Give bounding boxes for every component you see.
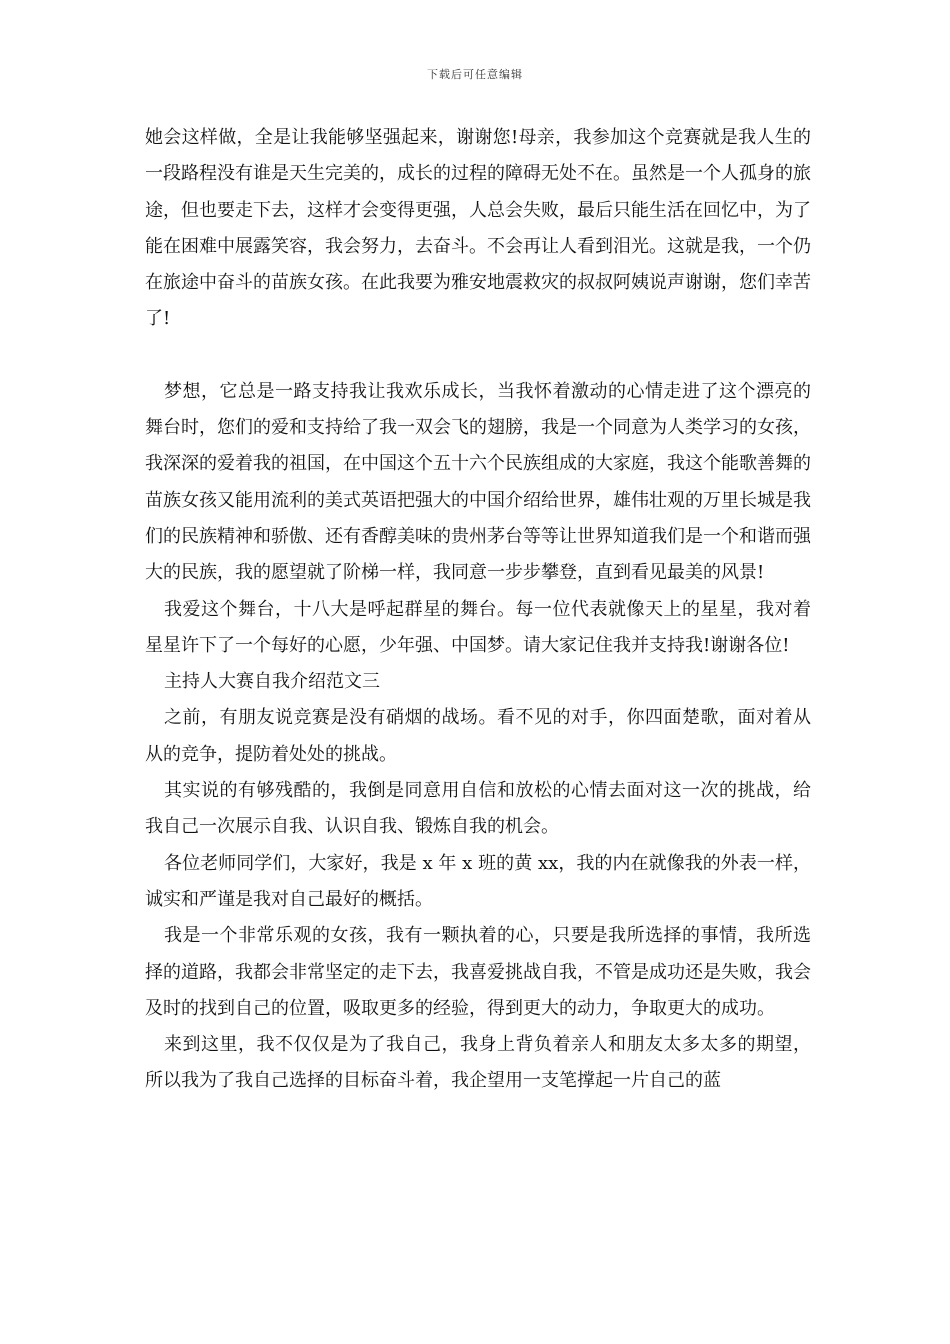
section-heading: 主持人大赛自我介绍范文三: [164, 671, 380, 693]
document-body: [145, 120, 811, 1100]
blank-line: [145, 338, 811, 374]
page-header: 下载后可任意编辑: [427, 68, 523, 81]
paragraph-5: 其实说的有够残酷的，我倒是同意用自信和放松的心情去面对这一次的挑战，给我自己一次展示自我、认识自我、锻炼自我的机会。: [145, 780, 811, 838]
paragraph-6: 各位老师同学们，大家好，我是 x 年 x 班的黄 xx，我的内在就像我的外表一样，诚实和严谨是我对自己最好的概括。: [145, 852, 811, 910]
paragraph-4: 之前，有朋友说竞赛是没有硝烟的战场。看不见的对手，你四面楚歌，面对着从从的竞争，提防着处处的挑战。: [145, 707, 811, 765]
paragraph-7: 我是一个非常乐观的女孩，我有一颗执着的心，只要是我所选择的事情，我所选择的道路，我都会非常坚定的走下去，我喜爱挑战自我，不管是成功还是失败，我会及时的找到自己的位置，吸取更多的经验，得到更大的动力，争取更大的成功。: [145, 925, 811, 1019]
paragraph-3: 我爱这个舞台，十八大是呼起群星的舞台。每一位代表就像天上的星星，我对着星星许下了一个每好的心愿，少年强、中国梦。请大家记住我并支持我!谢谢各位!: [145, 598, 811, 656]
paragraph-1: 她会这样做，全是让我能够坚强起来，谢谢您!母亲，我参加这个竞赛就是我人生的一段路程没有谁是天生完美的，成长的过程的障碍无处不在。虽然是一个人孤身的旅途，但也要走下去，这样才会变得更强，人总会失败，最后只能生活在回忆中，为了能在困难中展露笑容，我会努力，去奋斗。不会再让人看到泪光。这就是我，一个仍在旅途中奋斗的苗族女孩。在此我要为雅安地震救灾的叔叔阿姨说声谢谢，您们幸苦了!: [145, 127, 811, 330]
paragraph-8: 来到这里，我不仅仅是为了我自己，我身上背负着亲人和朋友太多太多的期望，所以我为了我自己选择的目标奋斗着，我企望用一支笔撑起一片自己的蓝: [145, 1034, 811, 1092]
paragraph-2: 梦想，它总是一路支持我让我欢乐成长，当我怀着激动的心情走进了这个漂亮的舞台时，您们的爱和支持给了我一双会飞的翅膀，我是一个同意为人类学习的女孩，我深深的爱着我的祖国，在中国这个五十六个民族组成的大家庭，我这个能歌善舞的苗族女孩又能用流利的美式英语把强大的中国介绍给世界，雄伟壮观的万里长城是我们的民族精神和骄傲、还有香醇美味的贵州茅台等等让世界知道我们是一个和谐而强大的民族，我的愿望就了阶梯一样，我同意一步步攀登，直到看见最美的风景!: [145, 380, 811, 584]
